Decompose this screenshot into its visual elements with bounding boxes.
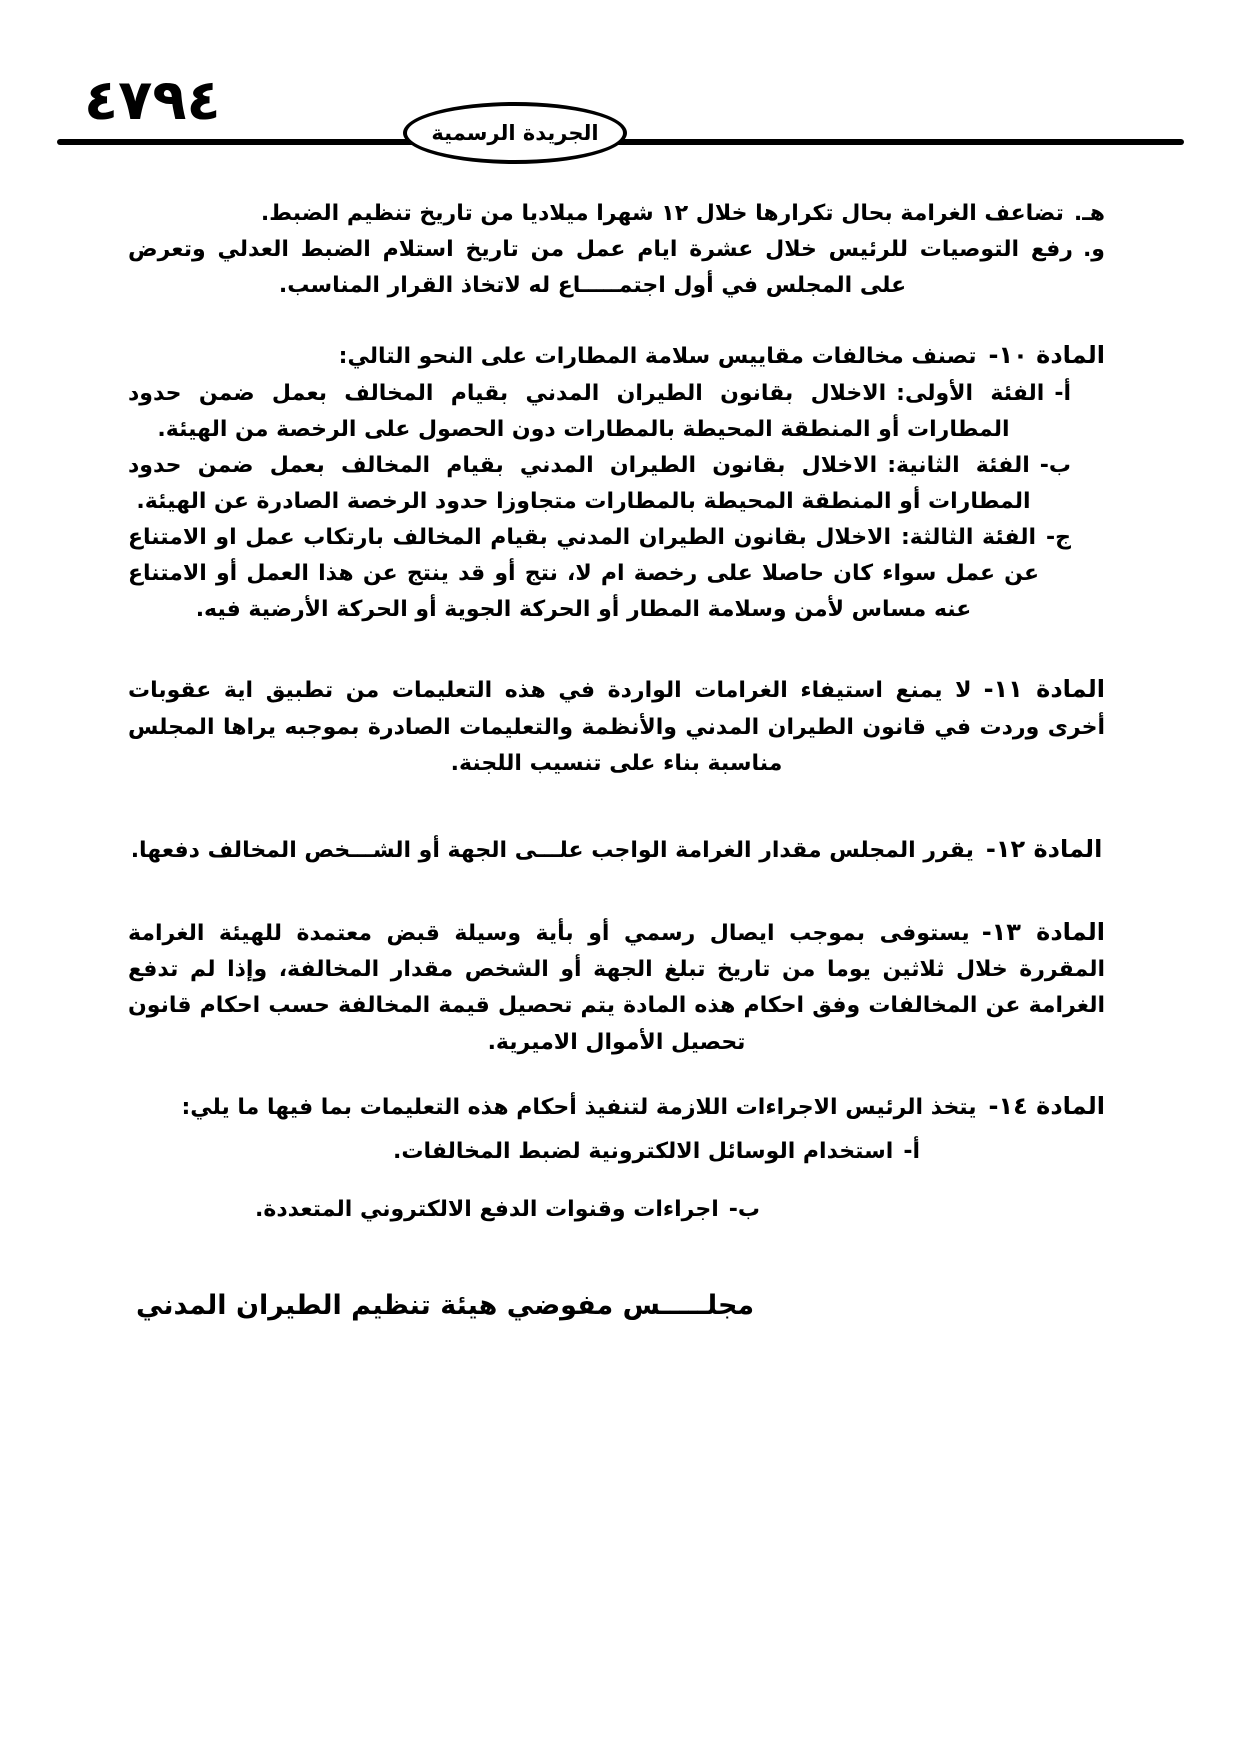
- item-b-marker: ب-: [1039, 452, 1071, 478]
- item-a-text: الاخلال بقانون الطيران المدني بقيام المخالف بعمل ضمن حدود المطارات أو المنطقة المحيطة بالمطارات دون الحصول على الرخصة من الهيئة.: [128, 380, 1010, 442]
- article-11-paragraph: [128, 670, 1105, 782]
- article-12: [128, 830, 1105, 869]
- article-11-text: لا يمنع استيفاء الغرامات الواردة في هذه التعليمات من تطبيق اية عقوبات أخرى وردت في قانون الطيران المدني والأنظمة والتعليمات الصادرة بموجبه يراها المجلس مناسبة بناء على تنسيب اللجنة.: [128, 678, 1105, 776]
- item-a-marker: أ-: [1054, 380, 1072, 406]
- article-13: [128, 913, 1105, 1061]
- item-b-title: الفئة الثانية:: [887, 452, 1030, 478]
- document-body: [0, 176, 1241, 1328]
- item-b-text: الاخلال بقانون الطيران المدني بقيام المخالف بعمل ضمن حدود المطارات أو المنطقة المحيطة بالمطارات متجاوزا حدود الرخصة الصادرة عن الهيئة.: [128, 452, 1031, 514]
- signature-line: مجلـــــس مفوضي هيئة تنظيم الطيران المدني: [136, 1290, 755, 1322]
- article-14-heading: [128, 1087, 1105, 1126]
- article-14-label: المادة ١٤-: [988, 1091, 1105, 1120]
- item-14a-text: استخدام الوسائل الالكترونية لضبط المخالفات.: [393, 1138, 894, 1164]
- article-13-label: المادة ١٣-: [981, 918, 1105, 947]
- article-11: [128, 670, 1105, 782]
- article-13-text: يستوفى بموجب ايصال رسمي أو بأية وسيلة قبض معتمدة للهيئة الغرامة المقررة خلال ثلاثين يوما من تاريخ تبلغ الجهة أو الشخص مقدار المخالفة، وإذا لم تدفع الغرامة عن المخالفات وفق احكام هذه المادة يتم تحصيل قيمة المخالفة حسب احكام قانون تحصيل الأموال الاميرية.: [128, 921, 1105, 1055]
- article-14-item-b: [128, 1192, 760, 1228]
- article-10-item-a: [128, 376, 1071, 448]
- article-12-paragraph: [128, 830, 1105, 869]
- item-c-title: الفئة الثالثة:: [900, 524, 1036, 550]
- article-11-label: المادة ١١-: [983, 675, 1105, 704]
- article-10: [128, 336, 1105, 628]
- clause-h-marker: هـ.: [1073, 201, 1105, 226]
- item-c-marker: ج-: [1046, 524, 1071, 550]
- clause-w: [128, 232, 1105, 304]
- article-13-paragraph: [128, 913, 1105, 1061]
- item-14b-text: اجراءات وقنوات الدفع الالكتروني المتعددة.: [255, 1197, 719, 1223]
- item-14b-marker: ب-: [728, 1197, 760, 1223]
- page-header: [0, 0, 1241, 176]
- article-14-text: يتخذ الرئيس الاجراءات اللازمة لتنفيذ أحكام هذه التعليمات بما فيها ما يلي:: [181, 1094, 977, 1120]
- article-10-item-b: [128, 448, 1071, 520]
- clause-h: [128, 196, 1105, 232]
- item-a-title: الفئة الأولى:: [896, 380, 1045, 406]
- page-number: ٤٧٩٤: [84, 68, 221, 133]
- article-12-text: يقرر المجلس مقدار الغرامة الواجب علـــى الجهة أو الشـــخص المخالف دفعها.: [130, 837, 974, 863]
- article-14-item-a: [128, 1134, 920, 1170]
- clause-h-text: تضاعف الغرامة بحال تكرارها خلال ١٢ شهرا ميلاديا من تاريخ تنظيم الضبط.: [260, 201, 1064, 226]
- item-14a-marker: أ-: [903, 1138, 920, 1164]
- clause-w-text: رفع التوصيات للرئيس خلال عشرة ايام عمل من تاريخ استلام الضبط العدلي وتعرض على المجلس في أول اجتمـــــاع له لاتخاذ القرار المناسب.: [128, 237, 1073, 299]
- article-10-heading: [128, 336, 1105, 375]
- gazette-title: الجريدة الرسمية: [431, 121, 599, 145]
- article-14: [128, 1087, 1105, 1229]
- gazette-title-oval: [403, 102, 627, 164]
- article-10-item-c: [128, 520, 1071, 628]
- article-10-label: المادة ١٠-: [988, 341, 1105, 370]
- article-12-label: المادة ١٢-: [985, 834, 1103, 863]
- item-c-text: الاخلال بقانون الطيران المدني بقيام المخالف بارتكاب عمل او الامتناع عن عمل سواء كان حاصلا على رخصة ام لا، نتج أو قد ينتج عن هذا العمل أو الامتناع عنه مساس لأمن وسلامة المطار أو الحركة الجوية أو الحركة الأرضية فيه.: [128, 524, 1039, 623]
- clause-w-marker: و.: [1082, 237, 1105, 263]
- article-10-text: تصنف مخالفات مقاييس سلامة المطارات على النحو التالي:: [338, 344, 977, 370]
